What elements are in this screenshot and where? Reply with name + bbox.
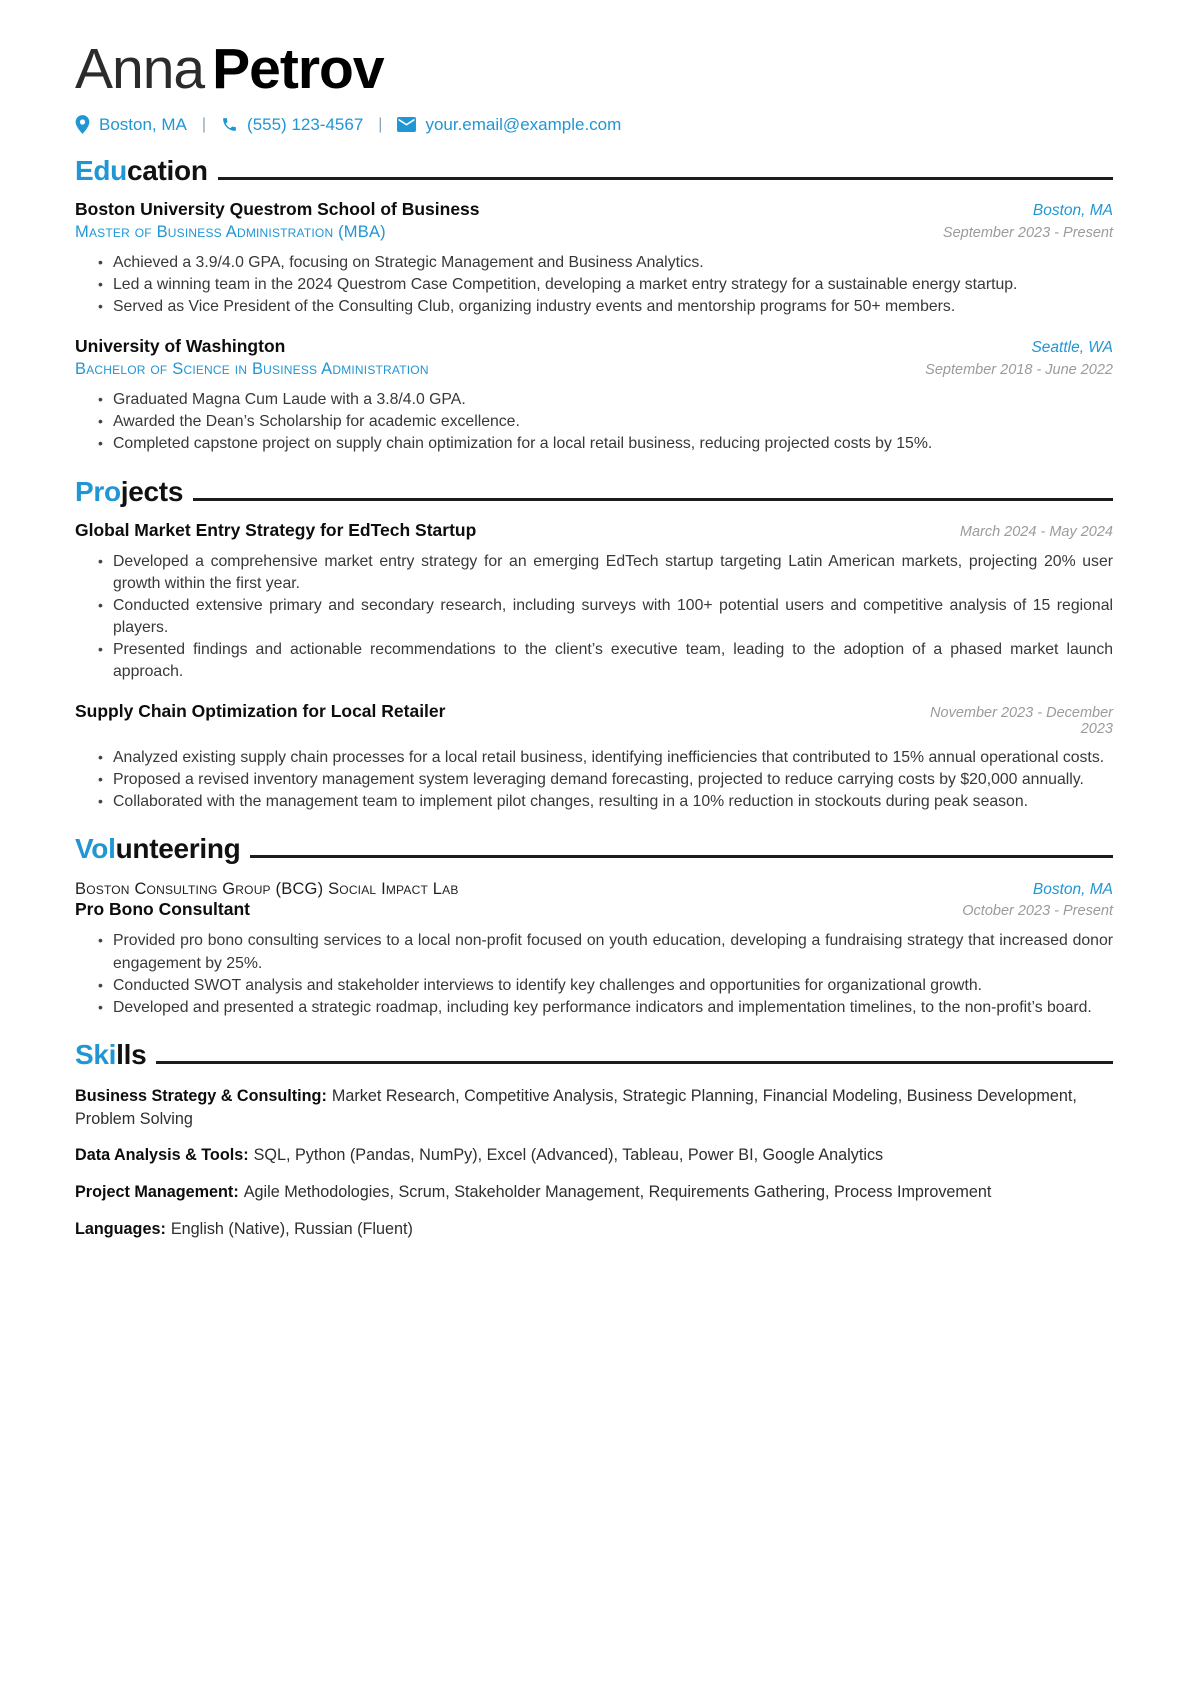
bullet-list <box>75 551 1113 684</box>
phone-icon <box>221 116 238 133</box>
section-title-accent: Pro <box>75 475 121 507</box>
bullet-item: • Provided pro bono consulting services to a local non-profit focused on youth education, developing a fundraising strategy that increased donor engagement by 25%. <box>98 930 1113 974</box>
project-name: Supply Chain Optimization for Local Retailer <box>75 701 446 722</box>
skill-line <box>75 1085 1113 1130</box>
bullet-item: • Collaborated with the management team to implement pilot changes, resulting in a 10% reduction in stockouts during peak season. <box>98 791 1113 813</box>
bullet-item: • Proposed a revised inventory management system leveraging demand forecasting, projected to reduce carrying costs by $20,000 annually. <box>98 769 1113 791</box>
institution-name: Boston University Questrom School of Business <box>75 198 480 219</box>
contact-separator: | <box>378 115 383 133</box>
skill-values: Market Research, Competitive Analysis, Strategic Planning, Financial Modeling, Business Development, Problem Solving <box>75 1086 1077 1128</box>
skill-line <box>75 1181 1113 1204</box>
entry-location: Boston, MA <box>1032 881 1113 899</box>
organization-name: Boston Consulting Group (BCG) Social Impact Lab <box>75 880 459 899</box>
section-rule <box>218 177 1113 180</box>
first-name: Anna <box>75 37 205 101</box>
entry-dates: October 2023 - Present <box>962 903 1113 920</box>
skill-line <box>75 1144 1113 1167</box>
section-title-rest: cation <box>126 154 208 186</box>
section-title-rest: unteering <box>115 833 241 865</box>
location-text: Boston, MA <box>99 114 187 134</box>
bullet-item: • Conducted extensive primary and secondary research, including surveys with 100+ potential users and competitive analysis of 15 regional players. <box>98 595 1113 639</box>
bullet-item: • Awarded the Dean’s Scholarship for academic excellence. <box>98 411 1113 433</box>
role-name: Pro Bono Consultant <box>75 899 250 920</box>
education-entry <box>75 199 1113 318</box>
bullet-item: • Developed and presented a strategic roadmap, including key performance indicators and implementation timelines, to the non-profit’s board. <box>98 997 1113 1019</box>
bullet-item: • Served as Vice President of the Consulting Club, organizing industry events and mentorship programs for 50+ members. <box>98 296 1113 318</box>
location-pin-icon <box>75 115 90 134</box>
header <box>75 37 1113 135</box>
last-name: Petrov <box>212 37 384 101</box>
section-skills <box>75 1039 1113 1240</box>
section-rule <box>156 1061 1113 1064</box>
entry-dates: March 2024 - May 2024 <box>959 523 1113 540</box>
contact-location <box>75 115 187 135</box>
bullet-item: • Completed capstone project on supply chain optimization for a local retail business, reducing projected costs by 15%. <box>98 433 1113 455</box>
skill-line <box>75 1218 1113 1241</box>
section-education <box>75 155 1113 456</box>
institution-name: University of Washington <box>75 336 286 357</box>
skill-label: Languages: <box>75 1219 166 1238</box>
volunteering-entry <box>75 877 1113 1018</box>
bullet-list <box>75 252 1113 318</box>
bullet-item: • Led a winning team in the 2024 Questrom Case Competition, developing a market entry strategy for a sustainable energy startup. <box>98 274 1113 296</box>
bullet-item: • Developed a comprehensive market entry strategy for an emerging EdTech startup targeting Latin American markets, projecting 20% user growth within the first year. <box>98 551 1113 595</box>
phone-text: (555) 123-4567 <box>247 114 364 134</box>
section-title-rest: jects <box>120 475 184 507</box>
section-title-accent: Ski <box>75 1038 117 1070</box>
contact-separator: | <box>201 115 207 133</box>
section-rule <box>250 855 1113 858</box>
section-title-volunteering <box>75 833 1113 865</box>
envelope-icon <box>397 117 416 132</box>
skill-values: English (Native), Russian (Fluent) <box>170 1219 413 1238</box>
degree-name: Bachelor of Science in Business Administration <box>75 360 429 379</box>
section-title-accent: Edu <box>75 154 127 186</box>
bullet-item: • Presented findings and actionable recommendations to the client’s executive team, leading to the adoption of a phased market launch approach. <box>98 639 1113 683</box>
entry-location: Boston, MA <box>1032 201 1113 219</box>
bullet-list <box>75 389 1113 455</box>
bullet-item: • Analyzed existing supply chain processes for a local retail business, identifying inefficiencies that contributed to 15% annual operational costs. <box>98 747 1113 769</box>
section-projects <box>75 476 1113 814</box>
section-title-education <box>75 155 1113 187</box>
project-name: Global Market Entry Strategy for EdTech Startup <box>75 519 477 540</box>
section-volunteering <box>75 833 1113 1018</box>
skill-label: Business Strategy & Consulting: <box>75 1086 327 1105</box>
entry-dates: September 2018 - June 2022 <box>925 362 1113 379</box>
bullet-item: • Graduated Magna Cum Laude with a 3.8/4.0 GPA. <box>98 389 1113 411</box>
section-title-rest: lls <box>116 1038 147 1070</box>
entry-dates: November 2023 - December 2023 <box>930 705 1113 738</box>
project-entry <box>75 701 1113 813</box>
bullet-item: • Conducted SWOT analysis and stakeholder interviews to identify key challenges and opportunities for organizational growth. <box>98 975 1113 997</box>
skill-label: Data Analysis & Tools: <box>75 1146 249 1165</box>
contact-email[interactable] <box>397 115 621 135</box>
skill-values: Agile Methodologies, Scrum, Stakeholder Management, Requirements Gathering, Process Improvement <box>243 1182 992 1201</box>
email-text: your.email@example.com <box>425 114 622 134</box>
person-name <box>75 37 1113 101</box>
contact-phone[interactable] <box>221 115 363 135</box>
education-entry <box>75 336 1113 455</box>
entry-dates: September 2023 - Present <box>942 224 1113 241</box>
degree-name: Master of Business Administration (MBA) <box>75 222 386 241</box>
section-title-projects <box>75 476 1113 508</box>
bullet-list <box>75 747 1113 813</box>
section-title-accent: Vol <box>75 833 116 865</box>
contact-row <box>75 115 1113 135</box>
skill-label: Project Management: <box>75 1182 239 1201</box>
section-rule <box>193 498 1113 501</box>
bullet-item: • Achieved a 3.9/4.0 GPA, focusing on Strategic Management and Business Analytics. <box>98 252 1113 274</box>
skill-values: SQL, Python (Pandas, NumPy), Excel (Advanced), Tableau, Power BI, Google Analytics <box>253 1146 884 1165</box>
bullet-list <box>75 930 1113 1018</box>
entry-location: Seattle, WA <box>1031 339 1113 357</box>
section-title-skills <box>75 1039 1113 1071</box>
project-entry <box>75 520 1113 684</box>
